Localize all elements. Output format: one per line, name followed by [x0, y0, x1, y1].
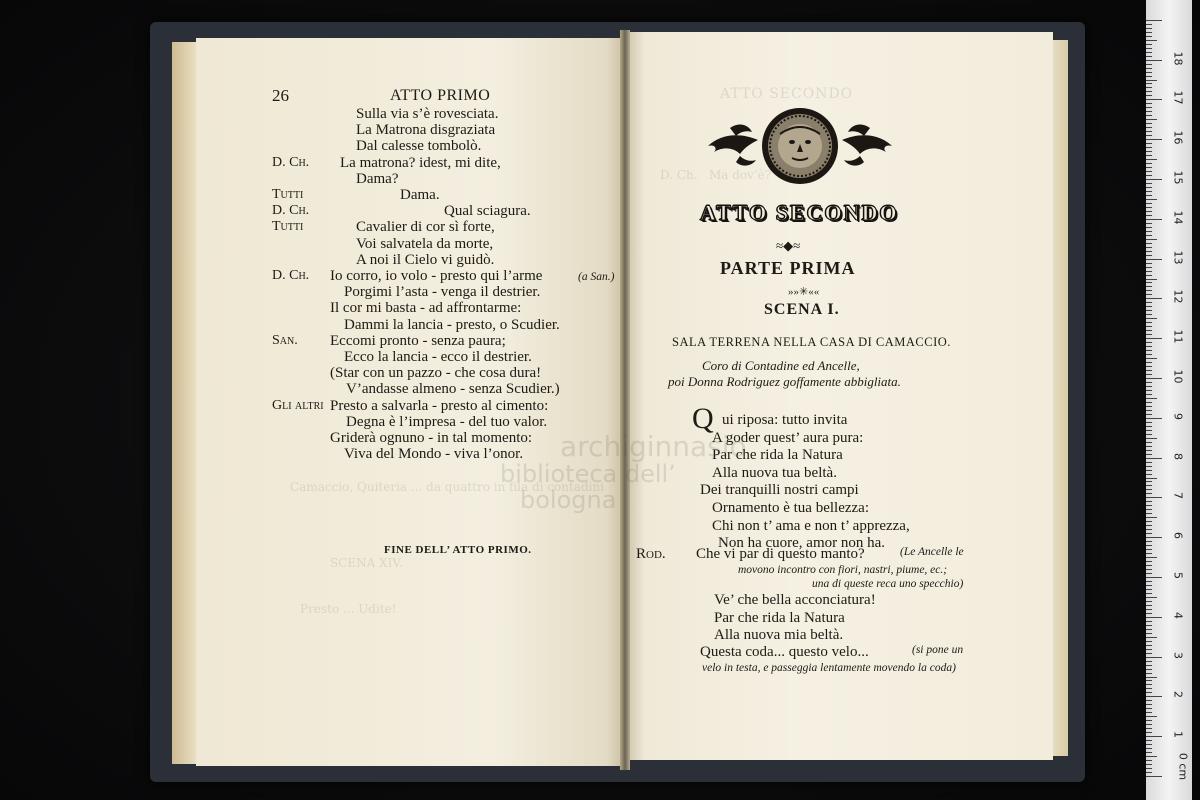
ruler-tick [1146, 139, 1162, 140]
ruler-tick [1146, 442, 1152, 443]
ruler-tick [1146, 147, 1152, 148]
act-title: ATTO SECONDO [700, 200, 899, 225]
ruler-tick [1146, 513, 1152, 514]
verse-line: Dama. [400, 187, 440, 203]
speaker-label: D. Ch. [272, 203, 310, 219]
ruler-tick [1146, 669, 1152, 670]
measuring-ruler [1146, 0, 1192, 800]
verse-line: Alla nuova tua beltà. [712, 464, 837, 481]
ruler-tick [1146, 422, 1152, 423]
ruler-tick [1146, 521, 1152, 522]
watermark-line: archiginnasio [560, 430, 747, 463]
ruler-tick [1146, 657, 1162, 658]
ruler-tick [1146, 541, 1152, 542]
ruler-tick [1146, 438, 1157, 439]
ruler-tick [1146, 366, 1152, 367]
page-number: 26 [272, 86, 289, 105]
ruler-tick [1146, 688, 1152, 689]
ruler-tick [1146, 294, 1152, 295]
ruler-tick [1146, 72, 1152, 73]
ruler-tick [1146, 481, 1152, 482]
ruler-number: 6 [1171, 532, 1185, 540]
verse-line: Che vi par di questo manto? [696, 546, 865, 562]
ruler-tick [1146, 338, 1162, 339]
verse-line: Viva del Mondo - viva l’onor. [344, 446, 524, 463]
ruler-tick [1146, 454, 1152, 455]
ruler-tick [1146, 545, 1152, 546]
ruler-tick [1146, 629, 1152, 630]
stage-direction: movono incontro con fiori, nastri, piume, ec.; [738, 564, 948, 576]
ruler-tick [1146, 378, 1162, 379]
ruler-tick [1146, 175, 1152, 176]
ruler-number: 5 [1171, 572, 1185, 579]
ruler-tick [1146, 119, 1157, 120]
ruler-tick [1146, 772, 1152, 773]
verse-line: Dei tranquilli nostri campi [700, 482, 859, 499]
ruler-tick [1146, 418, 1162, 419]
ruler-tick [1146, 243, 1152, 244]
stage-direction: velo in testa, e passeggia lentamente movendo la coda) [702, 662, 956, 674]
ruler-tick [1146, 394, 1152, 395]
ruler-tick [1146, 131, 1152, 132]
ruler-tick [1146, 52, 1152, 53]
ruler-number: 7 [1171, 492, 1185, 500]
ruler-tick [1146, 478, 1157, 479]
verse-line: Griderà ognuno - in tal momento: [330, 430, 533, 446]
ruler-number: 9 [1171, 412, 1185, 420]
ruler-tick [1146, 525, 1152, 526]
ruler-tick [1146, 322, 1152, 323]
show-through-text: ATTO SECONDO [720, 86, 854, 102]
verse-line: Ecco la lancia - ecco il destrier. [344, 349, 532, 365]
ruler-tick [1146, 434, 1152, 435]
ruler-tick [1146, 239, 1157, 240]
ruler-tick [1146, 601, 1152, 602]
ruler-tick [1146, 223, 1152, 224]
ruler-tick [1146, 346, 1152, 347]
ruler-tick [1146, 48, 1152, 49]
verse-line: Cavalier di cor sì forte, [356, 219, 495, 236]
verse-line: (Star con un pazzo - che cosa dura! [330, 365, 542, 382]
ruler-tick [1146, 684, 1152, 685]
speaker-label: D. Ch. [272, 154, 310, 170]
ruler-tick [1146, 183, 1152, 184]
ruler-tick [1146, 267, 1152, 268]
ruler-tick [1146, 680, 1152, 681]
ruler-tick [1146, 557, 1157, 558]
ruler-tick [1146, 306, 1152, 307]
ruler-tick [1146, 211, 1152, 212]
ruler-tick [1146, 625, 1152, 626]
ruler-tick [1146, 549, 1152, 550]
ruler-tick [1146, 633, 1152, 634]
ruler-number: 10 [1171, 369, 1185, 384]
verse-line: Io corro, io volo - presto qui l’arme [330, 268, 543, 284]
verse-line: Sulla via s’è rovesciata. [356, 106, 499, 122]
ruler-tick [1146, 298, 1162, 299]
verse-line: La matrona? idest, mi dite, [340, 154, 501, 171]
stage-direction: poi Donna Rodriguez goffamente abbigliata. [668, 374, 901, 389]
drop-cap: Q [692, 402, 714, 435]
ruler-tick [1146, 127, 1152, 128]
running-head: ATTO PRIMO [390, 87, 491, 104]
ruler-tick [1146, 107, 1152, 108]
ruler-tick [1146, 215, 1152, 216]
verse-line: Degna è l’impresa - del tuo valor. [346, 413, 548, 430]
ruler-tick [1146, 231, 1152, 232]
ruler-tick [1146, 597, 1157, 598]
book-gutter [620, 30, 630, 770]
ruler-tick [1146, 171, 1152, 172]
fine-atto: FINE DELL’ ATTO PRIMO. [384, 544, 532, 556]
ruler-number: 4 [1171, 611, 1185, 619]
ruler-tick [1146, 637, 1157, 638]
ruler-tick [1146, 517, 1157, 518]
ruler-tick [1146, 585, 1152, 586]
ruler-tick [1146, 32, 1152, 33]
ruler-tick [1146, 501, 1152, 502]
ruler-tick [1146, 374, 1152, 375]
verse-line: Ve’ che bella acconciatura! [714, 592, 876, 608]
ruler-tick [1146, 151, 1152, 152]
ruler-tick [1146, 764, 1152, 765]
ruler-tick [1146, 179, 1162, 180]
ruler-tick [1146, 354, 1152, 355]
ruler-tick [1146, 736, 1162, 737]
ruler-tick [1146, 748, 1152, 749]
ruler-tick [1146, 99, 1162, 100]
ruler-tick [1146, 227, 1152, 228]
ruler-tick [1146, 91, 1152, 92]
ruler-tick [1146, 458, 1162, 459]
watermark-line: bologna [520, 486, 617, 514]
ruler-tick [1146, 621, 1152, 622]
verse-line: Qual sciagura. [444, 203, 531, 220]
ruler-tick [1146, 271, 1152, 272]
ruler-tick [1146, 255, 1152, 256]
ruler-tick [1146, 402, 1152, 403]
verse-line: A noi il Cielo vi guidò. [356, 251, 495, 268]
ruler-tick [1146, 390, 1152, 391]
ruler-tick [1146, 661, 1152, 662]
ruler-tick [1146, 645, 1152, 646]
ruler-tick [1146, 80, 1157, 81]
ruler-tick [1146, 155, 1152, 156]
ruler-tick [1146, 462, 1152, 463]
verse-line: Par che rida la Natura [712, 447, 843, 464]
ruler-tick [1146, 64, 1152, 65]
ruler-tick [1146, 95, 1152, 96]
mask-ornament-icon [700, 104, 900, 188]
show-through-text: Presto ... Udite! [300, 602, 397, 616]
verse-line: Dama? [356, 170, 399, 187]
stage-direction: Coro di Contadine ed Ancelle, [702, 358, 860, 373]
stage-direction: (Le Ancelle le [900, 546, 964, 558]
scene-setting: SALA TERRENA NELLA CASA DI CAMACCIO. [672, 335, 951, 349]
ruler-tick [1146, 533, 1152, 534]
ruler-tick [1146, 330, 1152, 331]
ruler-tick [1146, 259, 1162, 260]
verse-line: V’andasse almeno - senza Scudier.) [346, 381, 560, 398]
ruler-tick [1146, 251, 1152, 252]
ruler-number: 1 [1171, 731, 1185, 739]
stage-direction: (a San.) [578, 271, 615, 283]
show-through-text: SCENA XIV. [330, 556, 403, 570]
ruler-tick [1146, 529, 1152, 530]
ruler-tick [1146, 36, 1152, 37]
ruler-tick [1146, 195, 1152, 196]
ruler-tick [1146, 768, 1152, 769]
ruler-tick [1146, 76, 1152, 77]
ruler-number: 17 [1171, 90, 1185, 105]
ruler-tick [1146, 537, 1162, 538]
ruler-tick [1146, 406, 1152, 407]
ruler-tick [1146, 203, 1152, 204]
ruler-tick [1146, 609, 1152, 610]
ruler-tick [1146, 68, 1152, 69]
watermark-line: biblioteca dell’ [500, 460, 676, 488]
ruler-tick [1146, 569, 1152, 570]
ruler-tick [1146, 342, 1152, 343]
verse-line: Chi non t’ ama e non t’ apprezza, [712, 517, 910, 534]
speaker-label: Rod. [636, 546, 666, 562]
ruler-tick [1146, 446, 1152, 447]
verse-line: Alla nuova mia beltà. [714, 627, 844, 644]
verse-line: Presto a salvarla - presto al cimento: [330, 397, 549, 414]
ruler-tick [1146, 497, 1162, 498]
ruler-tick [1146, 752, 1152, 753]
ruler-tick [1146, 318, 1157, 319]
ruler-tick [1146, 712, 1152, 713]
ruler-tick [1146, 728, 1152, 729]
part-title: PARTE PRIMA [720, 258, 856, 278]
ruler-tick [1146, 40, 1157, 41]
ruler-tick [1146, 704, 1152, 705]
ruler-tick [1146, 282, 1152, 283]
ruler-tick [1146, 489, 1152, 490]
ruler-tick [1146, 617, 1162, 618]
ruler-tick [1146, 700, 1152, 701]
ruler-tick [1146, 589, 1152, 590]
ruler-number: 15 [1171, 170, 1185, 185]
ruler-tick [1146, 450, 1152, 451]
ruler-tick [1146, 673, 1152, 674]
ruler-tick [1146, 143, 1152, 144]
ruler-tick [1146, 466, 1152, 467]
ruler-tick [1146, 740, 1152, 741]
verse-line: Voi salvatela da morte, [356, 235, 494, 252]
ruler-tick [1146, 83, 1152, 84]
ruler-tick [1146, 776, 1162, 777]
ruler-number: 14 [1171, 210, 1185, 225]
ruler-tick [1146, 167, 1152, 168]
ruler-tick [1146, 696, 1162, 697]
stage-direction: (si pone un [912, 644, 964, 656]
ruler-tick [1146, 87, 1152, 88]
divider-ornament: »»✳«« [788, 286, 820, 298]
ruler-tick [1146, 561, 1152, 562]
verse-line: Ornamento è tua bellezza: [712, 500, 870, 516]
ruler-number: 18 [1171, 51, 1185, 66]
ruler-tick [1146, 263, 1152, 264]
ruler-tick [1146, 350, 1152, 351]
speaker-label: Tutti [272, 219, 304, 235]
ruler-tick [1146, 247, 1152, 248]
ruler-tick [1146, 426, 1152, 427]
verse-line: La Matrona disgraziata [356, 122, 496, 139]
ruler-unit-label: 0 cm [1176, 752, 1190, 781]
ruler-tick [1146, 362, 1152, 363]
ruler-tick [1146, 191, 1152, 192]
ruler-tick [1146, 653, 1152, 654]
ruler-number: 16 [1171, 130, 1185, 145]
ruler-tick [1146, 649, 1152, 650]
ruler-tick [1146, 275, 1152, 276]
ruler-tick [1146, 159, 1157, 160]
ruler-tick [1146, 414, 1152, 415]
verse-line: Il cor mi basta - ad affrontarme: [330, 300, 522, 317]
ruler-tick [1146, 724, 1152, 725]
ruler-number: 8 [1171, 452, 1185, 460]
stage-direction: una di queste reca uno specchio) [812, 578, 964, 590]
ruler-tick [1146, 677, 1157, 678]
ruler-tick [1146, 744, 1152, 745]
show-through-text: D. Ch. Ma dov’è? [660, 168, 772, 182]
ruler-tick [1146, 187, 1152, 188]
ruler-number: 11 [1171, 329, 1185, 344]
ruler-tick [1146, 720, 1152, 721]
ruler-tick [1146, 235, 1152, 236]
ruler-tick [1146, 605, 1152, 606]
ruler-tick [1146, 398, 1157, 399]
ruler-tick [1146, 613, 1152, 614]
speaker-label: San. [272, 332, 298, 348]
ruler-tick [1146, 577, 1162, 578]
ruler-tick [1146, 573, 1152, 574]
ruler-tick [1146, 641, 1152, 642]
verse-line: Porgimi l’asta - venga il destrier. [344, 284, 541, 301]
ruler-tick [1146, 24, 1152, 25]
ruler-tick [1146, 708, 1152, 709]
ruler-tick [1146, 290, 1152, 291]
verse-line: Questa coda... questo velo... [700, 644, 869, 660]
divider-ornament: ≈◆≈ [776, 238, 801, 253]
ruler-tick [1146, 358, 1157, 359]
ruler-tick [1146, 665, 1152, 666]
verse-line: Par che rida la Natura [714, 609, 845, 626]
ruler-tick [1146, 279, 1157, 280]
show-through-text: Camaccio, Quiteria ... da quattro in fila di contadini [290, 480, 605, 494]
ruler-tick [1146, 219, 1162, 220]
verse-line: Dammi la lancia - presto, o Scudier. [344, 316, 560, 333]
ruler-tick [1146, 199, 1157, 200]
ruler-tick [1146, 56, 1152, 57]
ruler-tick [1146, 756, 1157, 757]
ruler-tick [1146, 470, 1152, 471]
ruler-tick [1146, 430, 1152, 431]
ruler-tick [1146, 760, 1152, 761]
verse-line: Dal calesse tombolò. [356, 138, 482, 155]
ruler-tick [1146, 692, 1152, 693]
ruler-tick [1146, 20, 1162, 21]
ruler-tick [1146, 207, 1152, 208]
ruler-tick [1146, 28, 1152, 29]
ruler-tick [1146, 135, 1152, 136]
ruler-tick [1146, 382, 1152, 383]
verse-line: Non ha cuore, amor non ha. [718, 535, 886, 552]
ruler-tick [1146, 60, 1162, 61]
ruler-tick [1146, 509, 1152, 510]
speaker-label: Gli altri [272, 397, 324, 413]
ruler-tick [1146, 370, 1152, 371]
ruler-number: 13 [1171, 250, 1185, 265]
ruler-tick [1146, 103, 1152, 104]
ruler-tick [1146, 334, 1152, 335]
ruler-tick [1146, 565, 1152, 566]
ruler-tick [1146, 493, 1152, 494]
ruler-tick [1146, 326, 1152, 327]
ruler-tick [1146, 386, 1152, 387]
verse-line: ui riposa: tutto invita [722, 412, 848, 428]
scene-title: SCENA I. [764, 301, 840, 318]
ruler-tick [1146, 581, 1152, 582]
ruler-tick [1146, 485, 1152, 486]
speaker-label: D. Ch. [272, 268, 310, 283]
speaker-label: Tutti [272, 187, 304, 202]
ruler-number: 12 [1171, 289, 1185, 304]
ruler-number: 2 [1171, 691, 1185, 699]
ruler-tick [1146, 163, 1152, 164]
ruler-tick [1146, 593, 1152, 594]
ruler-number: 3 [1171, 651, 1185, 659]
ruler-tick [1146, 123, 1152, 124]
ruler-tick [1146, 410, 1152, 411]
verse-line: Eccomi pronto - senza paura; [330, 332, 506, 349]
ruler-tick [1146, 44, 1152, 45]
ruler-tick [1146, 553, 1152, 554]
ruler-tick [1146, 302, 1152, 303]
ruler-tick [1146, 716, 1157, 717]
ruler-tick [1146, 314, 1152, 315]
ruler-tick [1146, 474, 1152, 475]
ruler-tick [1146, 286, 1152, 287]
ruler-tick [1146, 505, 1152, 506]
ruler-tick [1146, 111, 1152, 112]
ruler-tick [1146, 310, 1152, 311]
ruler-tick [1146, 732, 1152, 733]
ruler-tick [1146, 115, 1152, 116]
verse-line: A goder quest’ aura pura: [712, 429, 864, 446]
